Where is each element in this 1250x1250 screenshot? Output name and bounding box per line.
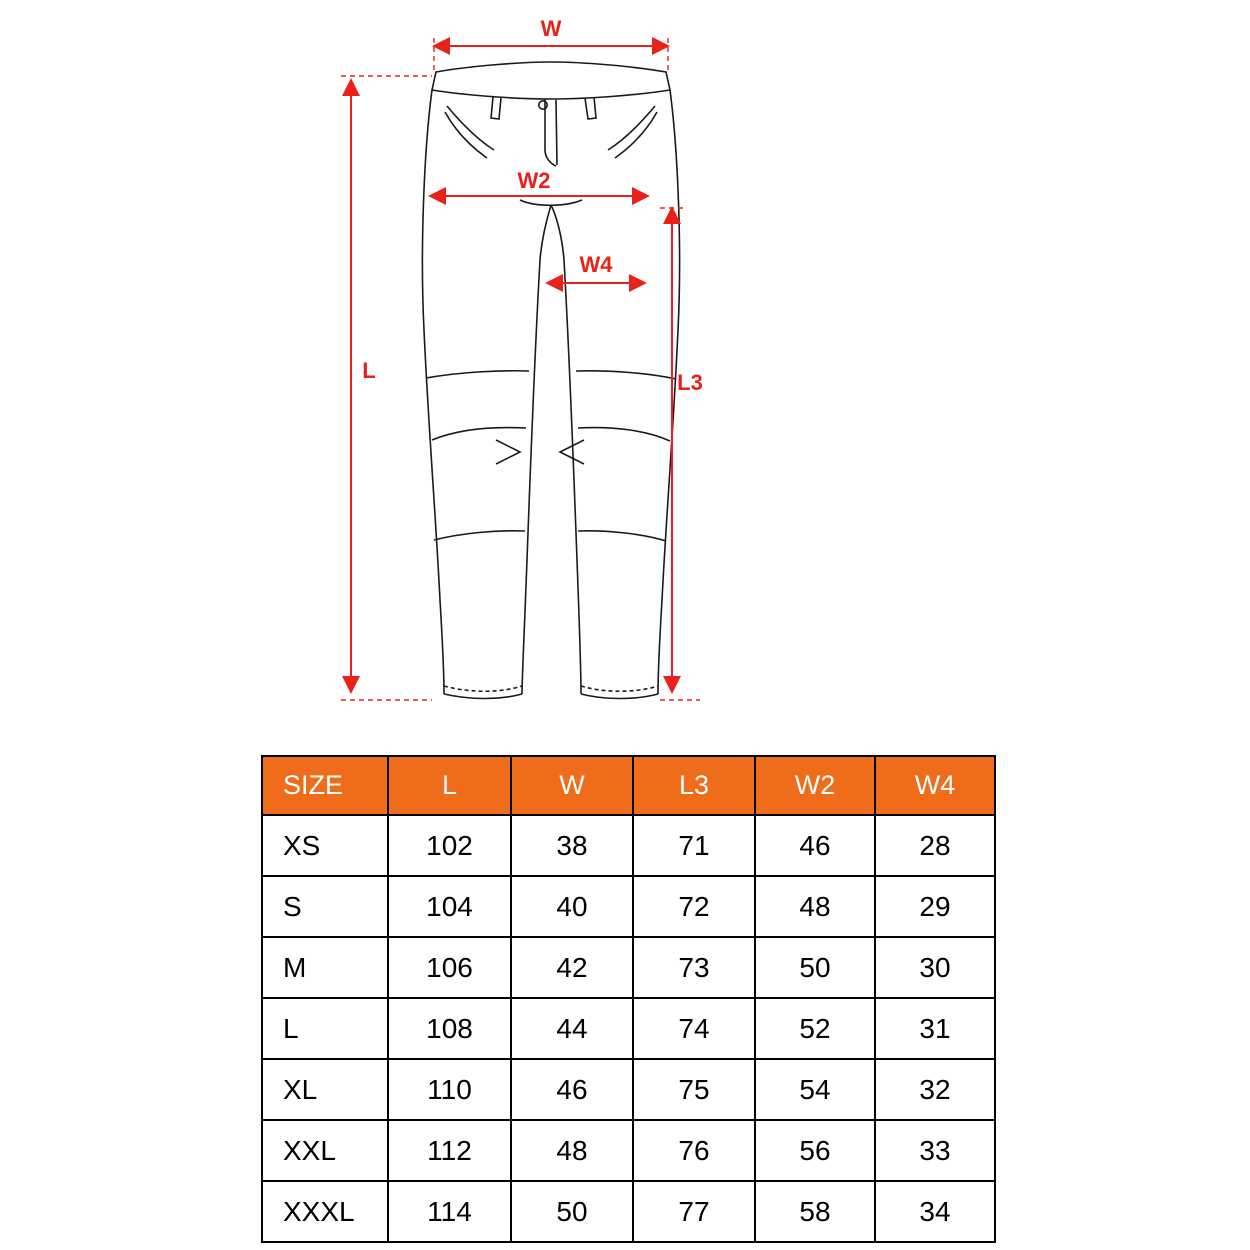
table-row xyxy=(262,937,995,998)
cell-l: 110 xyxy=(388,1059,511,1120)
cell-w4: 33 xyxy=(875,1120,995,1181)
cell-l: 114 xyxy=(388,1181,511,1242)
cell-l: 106 xyxy=(388,937,511,998)
cell-l3: 77 xyxy=(633,1181,755,1242)
cell-l: 104 xyxy=(388,876,511,937)
table-row xyxy=(262,1120,995,1181)
cell-l: 112 xyxy=(388,1120,511,1181)
size-table-header xyxy=(262,756,995,815)
cell-size: M xyxy=(262,937,388,998)
cell-size: XXXL xyxy=(262,1181,388,1242)
column-header-size: SIZE xyxy=(262,756,388,815)
cell-l3: 74 xyxy=(633,998,755,1059)
cell-w: 42 xyxy=(511,937,633,998)
table-row xyxy=(262,1059,995,1120)
label-l3: L3 xyxy=(677,370,703,395)
table-row xyxy=(262,876,995,937)
table-row xyxy=(262,815,995,876)
cell-l: 102 xyxy=(388,815,511,876)
cell-w4: 28 xyxy=(875,815,995,876)
table-row xyxy=(262,1181,995,1242)
cell-w: 44 xyxy=(511,998,633,1059)
cell-w4: 30 xyxy=(875,937,995,998)
label-w: W xyxy=(540,16,562,41)
cell-w2: 56 xyxy=(755,1120,875,1181)
column-header-w: W xyxy=(511,756,633,815)
table-row xyxy=(262,998,995,1059)
cell-size: L xyxy=(262,998,388,1059)
column-header-l3: L3 xyxy=(633,756,755,815)
cell-size: XL xyxy=(262,1059,388,1120)
label-w4: W4 xyxy=(579,252,613,277)
cell-w2: 46 xyxy=(755,815,875,876)
cell-w2: 48 xyxy=(755,876,875,937)
cell-size: XS xyxy=(262,815,388,876)
size-table-body xyxy=(262,815,995,1242)
cell-l3: 72 xyxy=(633,876,755,937)
cell-size: XXL xyxy=(262,1120,388,1181)
cell-w: 50 xyxy=(511,1181,633,1242)
cell-w4: 32 xyxy=(875,1059,995,1120)
cell-w: 38 xyxy=(511,815,633,876)
table-header-row xyxy=(262,756,995,815)
cell-w4: 29 xyxy=(875,876,995,937)
cell-l3: 71 xyxy=(633,815,755,876)
pants-outline xyxy=(422,62,679,699)
cell-w: 46 xyxy=(511,1059,633,1120)
label-l: L xyxy=(362,358,376,383)
cell-w: 48 xyxy=(511,1120,633,1181)
cell-w4: 31 xyxy=(875,998,995,1059)
cell-l3: 76 xyxy=(633,1120,755,1181)
column-header-w4: W4 xyxy=(875,756,995,815)
measurement-callouts xyxy=(341,38,700,700)
size-table xyxy=(261,755,996,1243)
column-header-l: L xyxy=(388,756,511,815)
cell-w2: 52 xyxy=(755,998,875,1059)
cell-w4: 34 xyxy=(875,1181,995,1242)
cell-l: 108 xyxy=(388,998,511,1059)
cell-size: S xyxy=(262,876,388,937)
cell-l3: 75 xyxy=(633,1059,755,1120)
column-header-w2: W2 xyxy=(755,756,875,815)
cell-w2: 50 xyxy=(755,937,875,998)
cell-w2: 54 xyxy=(755,1059,875,1120)
cell-w2: 58 xyxy=(755,1181,875,1242)
cell-l3: 73 xyxy=(633,937,755,998)
cell-w: 40 xyxy=(511,876,633,937)
label-w2: W2 xyxy=(517,168,551,193)
